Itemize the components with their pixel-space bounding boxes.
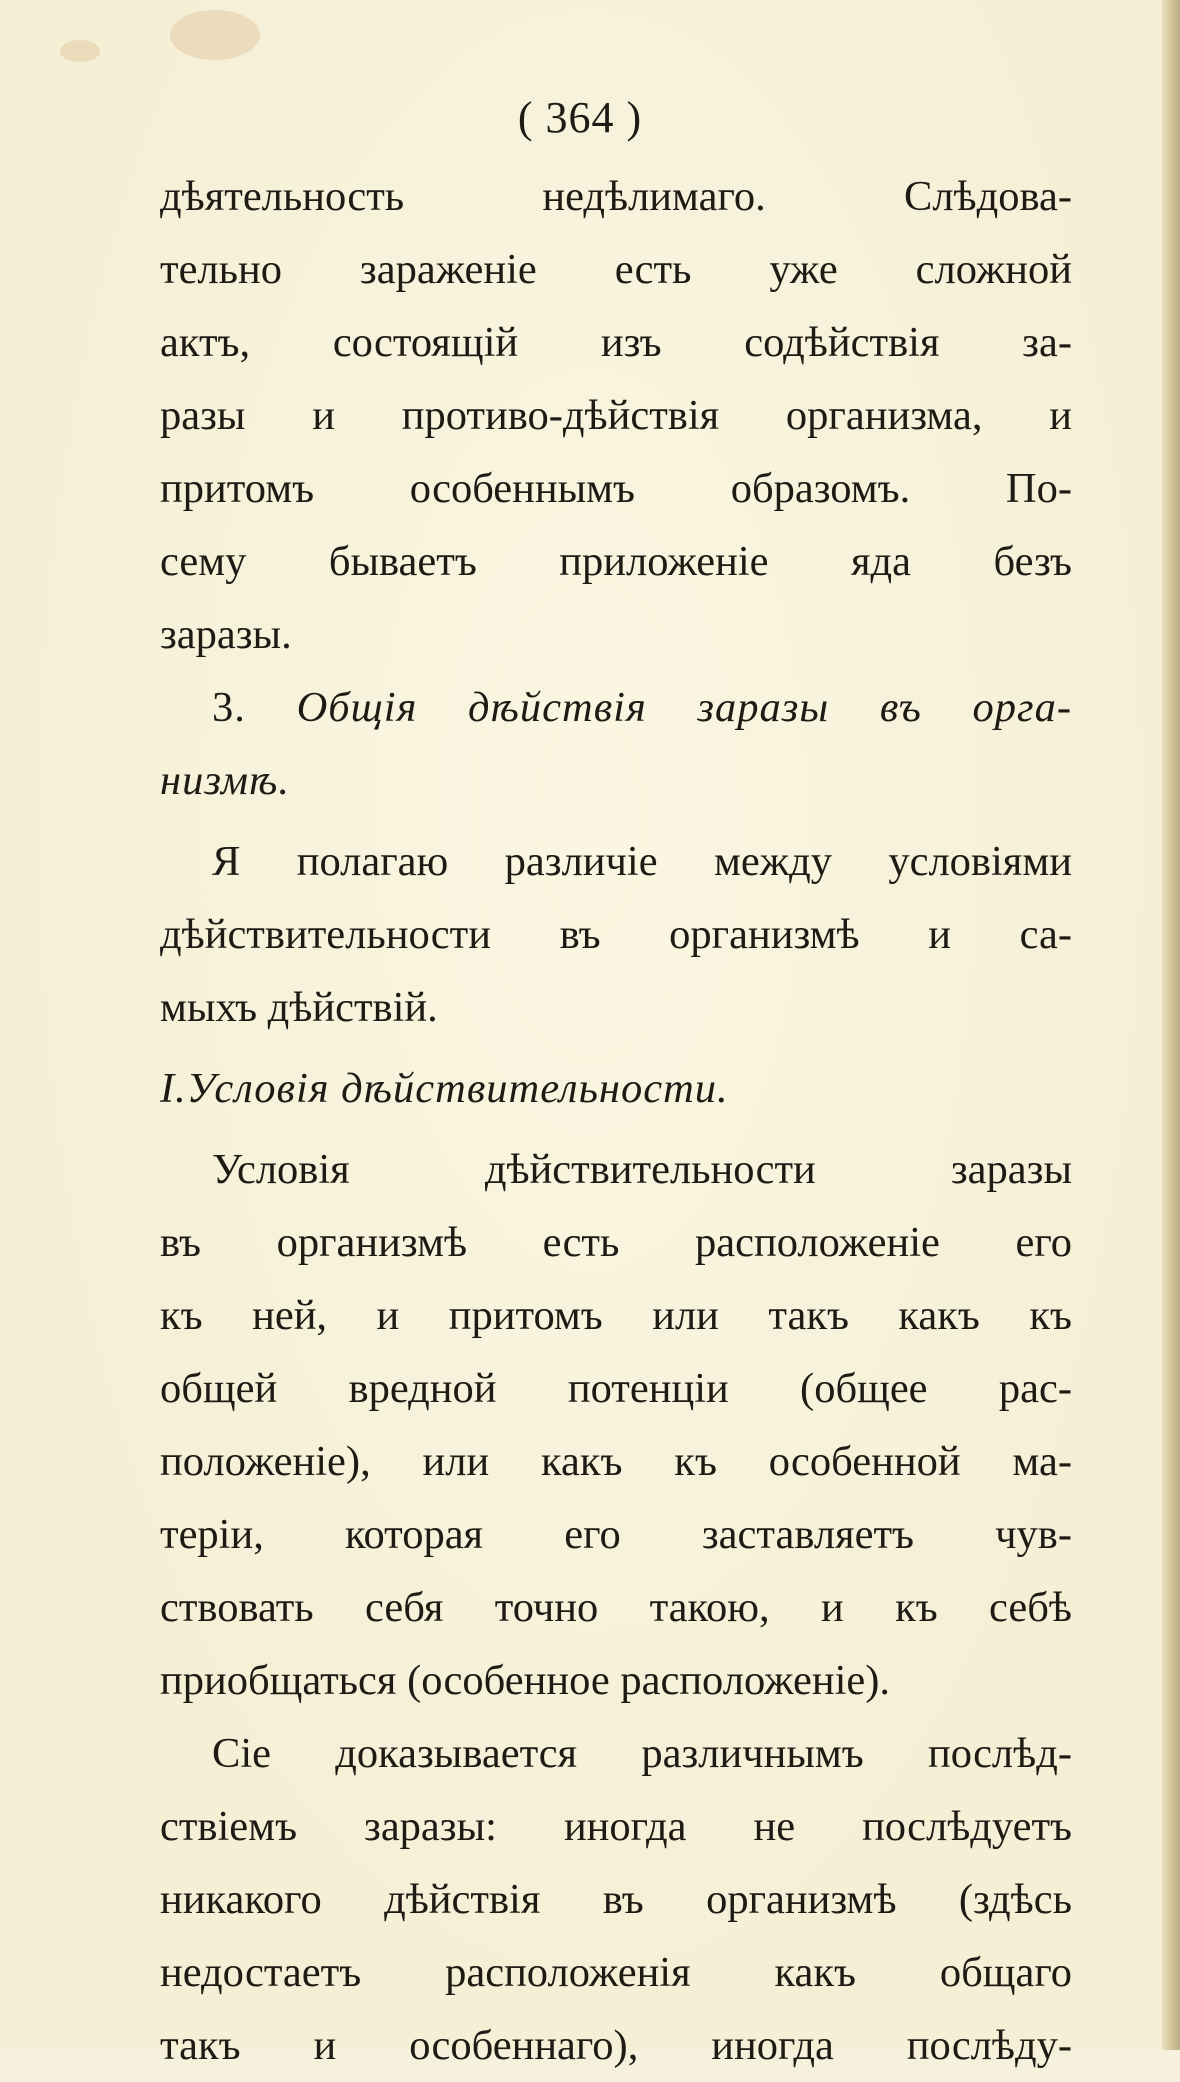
section-heading-3 — [160, 671, 1072, 744]
text-line: Я полагаю различіе между условіями — [212, 838, 1072, 885]
text-line: никакого дѣйствія въ организмѣ (здѣсь — [160, 1876, 1072, 1923]
text-line: мыхъ дѣйствій. — [160, 984, 438, 1031]
text-line: недостаетъ расположенія какъ общаго — [160, 1949, 1072, 1996]
text-line: теріи, которая его заставляетъ чув- — [160, 1511, 1072, 1558]
text-line: къ ней, и притомъ или такъ какъ къ — [160, 1292, 1072, 1339]
text-line: ствовать себя точно такою, и къ себѣ — [160, 1584, 1072, 1631]
text-line: въ организмѣ есть расположеніе его — [160, 1219, 1072, 1266]
text-line: такъ и особеннаго), иногда послѣду- — [160, 2022, 1072, 2069]
text-line: общей вредной потенціи (общее рас- — [160, 1365, 1072, 1412]
text-line: притомъ особеннымъ образомъ. По- — [160, 465, 1072, 512]
section-heading-3-cont: низмѣ. — [160, 757, 290, 804]
page-edge — [1162, 0, 1180, 2050]
text-line: дѣятельность недѣлимаго. Слѣдова- — [160, 173, 1072, 220]
text-line: положеніе), или какъ къ особенной ма- — [160, 1438, 1072, 1485]
text-line: Сіе доказывается различнымъ послѣд- — [212, 1730, 1072, 1777]
page-number: ( 364 ) — [517, 93, 643, 142]
paper-stain — [60, 40, 100, 62]
section-number: 3. — [212, 684, 246, 731]
text-line: ствіемъ заразы: иногда не послѣдуетъ — [160, 1803, 1072, 1850]
subsection-heading-i — [160, 1052, 1072, 1125]
subsection-number: I. — [160, 1065, 187, 1112]
text-line: заразы. — [160, 611, 292, 658]
text-line: дѣйствительности въ организмѣ и са- — [160, 911, 1072, 958]
text-block — [160, 160, 1072, 2082]
section-heading-text: Общія дѣйствія заразы въ орга- — [296, 684, 1072, 731]
text-line: разы и противо-дѣйствія организма, и — [160, 392, 1072, 439]
text-line: сему бываетъ приложеніе яда безъ — [160, 538, 1072, 585]
text-line: тельно зараженіе есть уже сложной — [160, 246, 1072, 293]
text-line: Условія дѣйствительности заразы — [212, 1146, 1072, 1193]
subsection-heading-text: Условія дѣйствительности. — [186, 1065, 729, 1112]
text-line: актъ, состоящій изъ содѣйствія за- — [160, 319, 1072, 366]
paper-stain — [170, 10, 260, 60]
text-line: приобщаться (особенное расположеніе). — [160, 1657, 891, 1704]
